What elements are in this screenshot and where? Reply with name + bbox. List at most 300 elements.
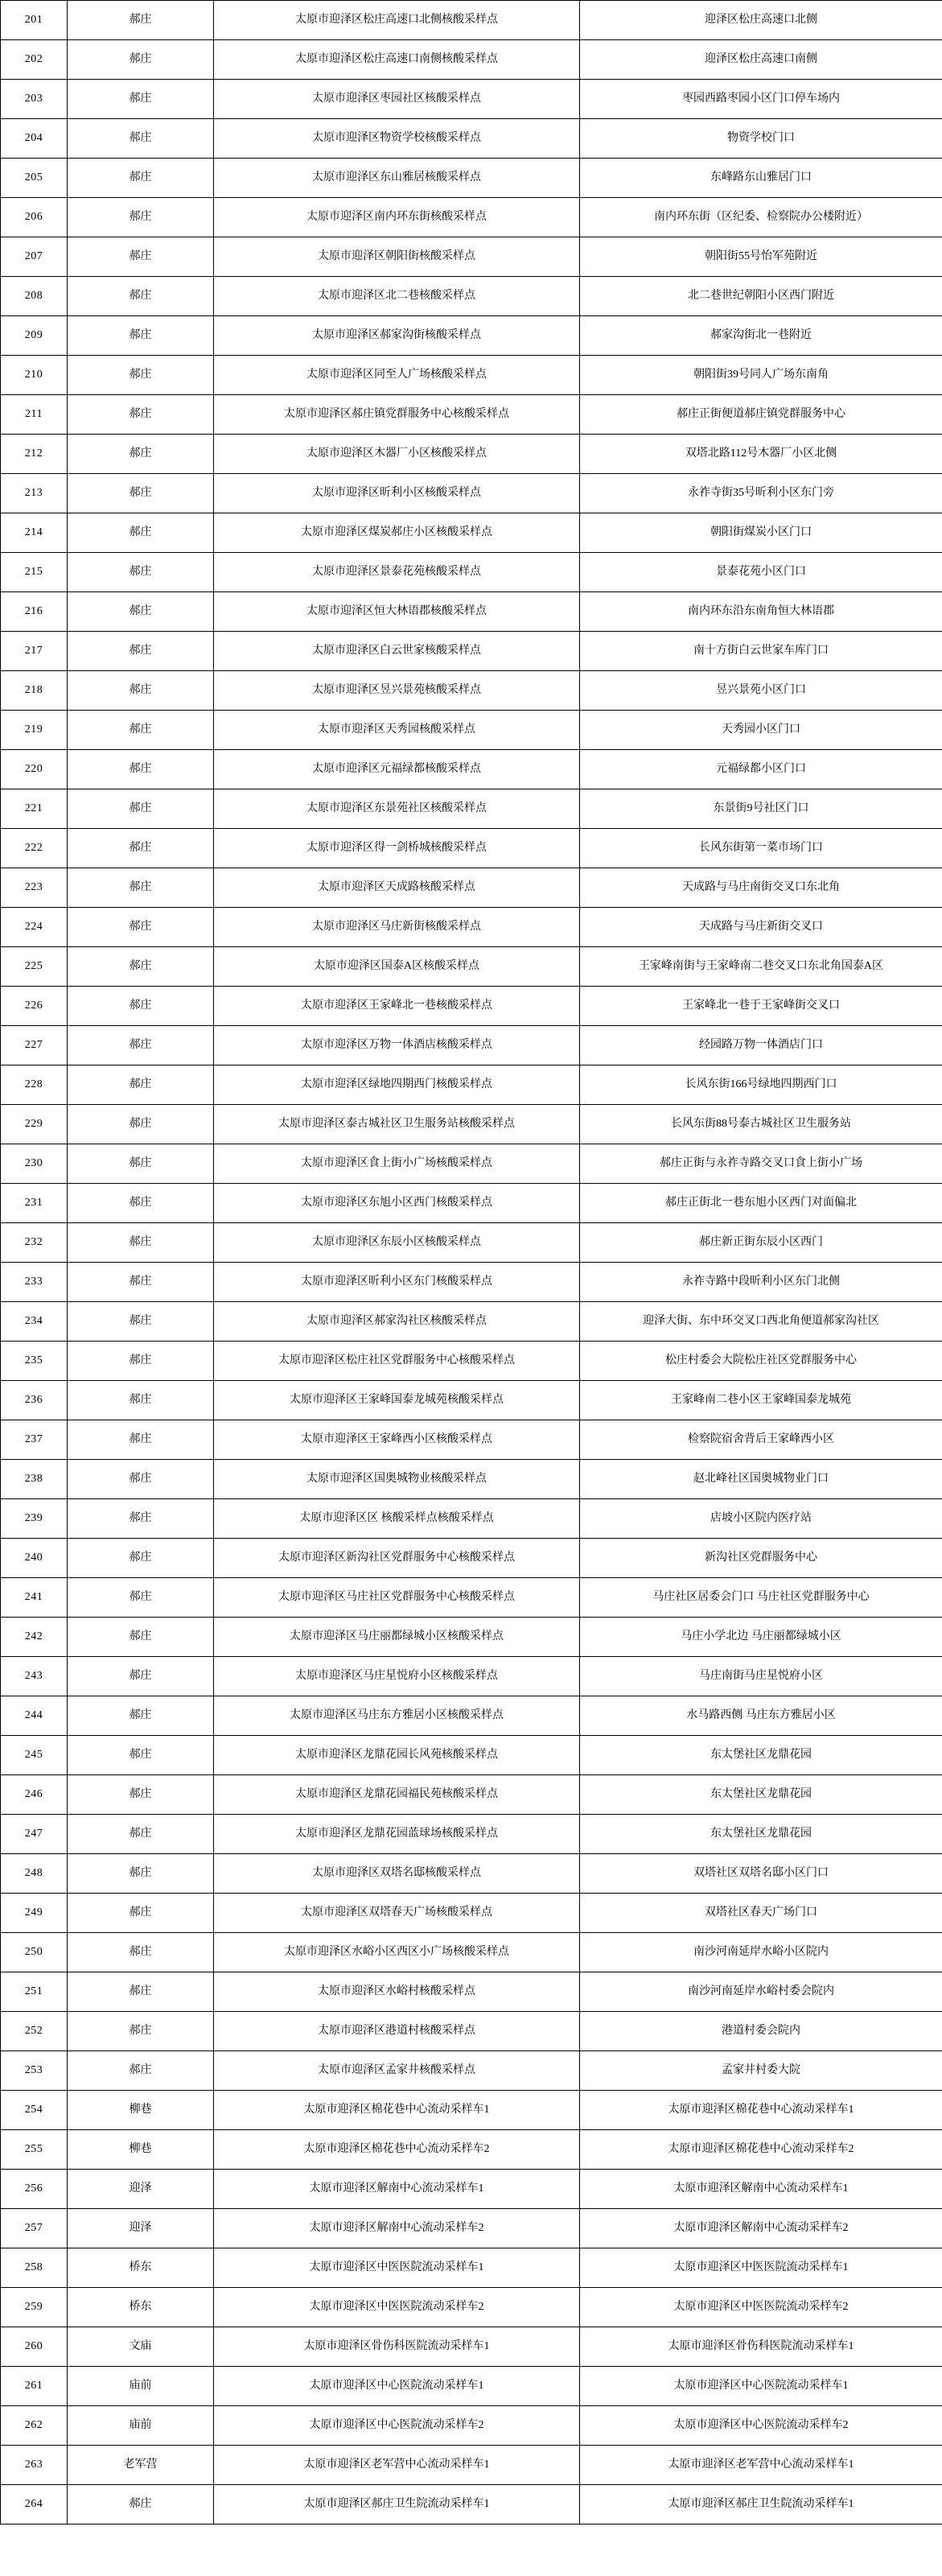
table-row xyxy=(1,632,942,671)
table-row xyxy=(1,908,942,947)
site-name-cell: 太原市迎泽区煤炭郝庄小区核酸采样点 xyxy=(214,513,580,553)
site-name-cell: 太原市迎泽区天成路核酸采样点 xyxy=(214,868,580,908)
address-cell: 长风东街第一菜市场门口 xyxy=(580,829,942,868)
row-index-cell: 232 xyxy=(1,1223,68,1263)
row-index-cell: 251 xyxy=(1,1972,68,2012)
row-index-cell: 237 xyxy=(1,1420,68,1460)
table-row xyxy=(1,750,942,789)
site-name-cell: 太原市迎泽区马庄丽都绿城小区核酸采样点 xyxy=(214,1618,580,1657)
table-row xyxy=(1,2091,942,2130)
row-index-cell: 250 xyxy=(1,1933,68,1972)
site-name-cell: 太原市迎泽区同至人广场核酸采样点 xyxy=(214,356,580,395)
site-name-cell: 太原市迎泽区万物一体酒店核酸采样点 xyxy=(214,1026,580,1065)
area-cell: 郝庄 xyxy=(68,789,214,829)
site-name-cell: 太原市迎泽区中医医院流动采样车1 xyxy=(214,2248,580,2288)
table-row xyxy=(1,1539,942,1578)
table-row xyxy=(1,2367,942,2406)
site-name-cell: 太原市迎泽区元福绿都核酸采样点 xyxy=(214,750,580,789)
site-name-cell: 太原市迎泽区解南中心流动采样车1 xyxy=(214,2170,580,2209)
site-name-cell: 太原市迎泽区龙鼎花园福民苑核酸采样点 xyxy=(214,1775,580,1815)
table-row xyxy=(1,2485,942,2524)
table-row xyxy=(1,277,942,316)
area-cell: 郝庄 xyxy=(68,711,214,750)
address-cell: 店坡小区院内医疗站 xyxy=(580,1499,942,1539)
row-index-cell: 255 xyxy=(1,2130,68,2170)
row-index-cell: 206 xyxy=(1,198,68,237)
address-cell: 检察院宿舍背后王家峰西小区 xyxy=(580,1420,942,1460)
table-row xyxy=(1,987,942,1026)
area-cell: 郝庄 xyxy=(68,1894,214,1933)
row-index-cell: 215 xyxy=(1,553,68,592)
site-name-cell: 太原市迎泽区双塔名邸核酸采样点 xyxy=(214,1854,580,1894)
row-index-cell: 258 xyxy=(1,2248,68,2288)
area-cell: 郝庄 xyxy=(68,750,214,789)
table-row xyxy=(1,1815,942,1854)
site-name-cell: 太原市迎泽区郝家沟社区核酸采样点 xyxy=(214,1302,580,1342)
row-index-cell: 243 xyxy=(1,1657,68,1696)
row-index-cell: 260 xyxy=(1,2327,68,2367)
site-name-cell: 太原市迎泽区松庄社区党群服务中心核酸采样点 xyxy=(214,1342,580,1381)
area-cell: 郝庄 xyxy=(68,1263,214,1302)
site-name-cell: 太原市迎泽区龙鼎花园长风苑核酸采样点 xyxy=(214,1736,580,1775)
address-cell: 朝阳街39号同人广场东南角 xyxy=(580,356,942,395)
site-name-cell: 太原市迎泽区港道村核酸采样点 xyxy=(214,2012,580,2051)
address-cell: 郝庄正街与永祚寺路交叉口食上街小广场 xyxy=(580,1144,942,1184)
site-name-cell: 太原市迎泽区马庄东方雅居小区核酸采样点 xyxy=(214,1696,580,1736)
table-row xyxy=(1,474,942,513)
site-name-cell: 太原市迎泽区骨伤科医院流动采样车1 xyxy=(214,2327,580,2367)
address-cell: 东太堡社区龙鼎花园 xyxy=(580,1815,942,1854)
table-row xyxy=(1,592,942,632)
area-cell: 郝庄 xyxy=(68,1381,214,1420)
area-cell: 郝庄 xyxy=(68,119,214,159)
table-row xyxy=(1,2130,942,2170)
address-cell: 孟家井村委大院 xyxy=(580,2051,942,2091)
row-index-cell: 219 xyxy=(1,711,68,750)
row-index-cell: 240 xyxy=(1,1539,68,1578)
table-row xyxy=(1,2406,942,2446)
area-cell: 郝庄 xyxy=(68,829,214,868)
site-name-cell: 太原市迎泽区孟家井核酸采样点 xyxy=(214,2051,580,2091)
site-name-cell: 太原市迎泽区王家峰西小区核酸采样点 xyxy=(214,1420,580,1460)
row-index-cell: 263 xyxy=(1,2446,68,2485)
address-cell: 永祚寺街35号昕利小区东门旁 xyxy=(580,474,942,513)
area-cell: 郝庄 xyxy=(68,1184,214,1223)
row-index-cell: 203 xyxy=(1,80,68,119)
address-cell: 太原市迎泽区解南中心流动采样车2 xyxy=(580,2209,942,2248)
area-cell: 郝庄 xyxy=(68,868,214,908)
table-row xyxy=(1,1854,942,1894)
site-name-cell: 太原市迎泽区棉花巷中心流动采样车1 xyxy=(214,2091,580,2130)
address-cell: 王家峰南街与王家峰南二巷交叉口东北角国泰A区 xyxy=(580,947,942,987)
row-index-cell: 228 xyxy=(1,1065,68,1105)
area-cell: 迎泽 xyxy=(68,2209,214,2248)
table-row xyxy=(1,1026,942,1065)
row-index-cell: 225 xyxy=(1,947,68,987)
address-cell: 长风东街88号泰古城社区卫生服务站 xyxy=(580,1105,942,1144)
row-index-cell: 244 xyxy=(1,1696,68,1736)
table-row xyxy=(1,1105,942,1144)
address-cell: 经园路万物一体酒店门口 xyxy=(580,1026,942,1065)
site-name-cell: 太原市迎泽区郝庄镇党群服务中心核酸采样点 xyxy=(214,395,580,435)
row-index-cell: 214 xyxy=(1,513,68,553)
row-index-cell: 227 xyxy=(1,1026,68,1065)
area-cell: 郝庄 xyxy=(68,1775,214,1815)
site-name-cell: 太原市迎泽区中医医院流动采样车2 xyxy=(214,2288,580,2327)
area-cell: 郝庄 xyxy=(68,198,214,237)
address-cell: 太原市迎泽区中心医院流动采样车2 xyxy=(580,2406,942,2446)
area-cell: 郝庄 xyxy=(68,1420,214,1460)
site-name-cell: 太原市迎泽区南内环东街核酸采样点 xyxy=(214,198,580,237)
site-name-cell: 太原市迎泽区郝庄卫生院流动采样车1 xyxy=(214,2485,580,2524)
address-cell: 东景街9号社区门口 xyxy=(580,789,942,829)
site-name-cell: 太原市迎泽区泰古城社区卫生服务站核酸采样点 xyxy=(214,1105,580,1144)
table-row xyxy=(1,1223,942,1263)
address-cell: 太原市迎泽区中医医院流动采样车2 xyxy=(580,2288,942,2327)
address-cell: 长风东街166号绿地四期西门口 xyxy=(580,1065,942,1105)
table-row xyxy=(1,1184,942,1223)
site-name-cell: 太原市迎泽区龙鼎花园蓝球场核酸采样点 xyxy=(214,1815,580,1854)
site-name-cell: 太原市迎泽区新沟社区党群服务中心核酸采样点 xyxy=(214,1539,580,1578)
area-cell: 郝庄 xyxy=(68,592,214,632)
site-name-cell: 太原市迎泽区昕利小区核酸采样点 xyxy=(214,474,580,513)
address-cell: 迎泽区松庄高速口北侧 xyxy=(580,1,942,40)
table-row xyxy=(1,1894,942,1933)
table-row xyxy=(1,1736,942,1775)
site-name-cell: 太原市迎泽区马庄社区党群服务中心核酸采样点 xyxy=(214,1578,580,1618)
site-name-cell: 太原市迎泽区天秀园核酸采样点 xyxy=(214,711,580,750)
row-index-cell: 231 xyxy=(1,1184,68,1223)
address-cell: 郝庄正街便道郝庄镇党群服务中心 xyxy=(580,395,942,435)
area-cell: 郝庄 xyxy=(68,356,214,395)
table-row xyxy=(1,1,942,40)
row-index-cell: 205 xyxy=(1,159,68,198)
table-row xyxy=(1,435,942,474)
address-cell: 太原市迎泽区解南中心流动采样车1 xyxy=(580,2170,942,2209)
site-name-cell: 太原市迎泽区东辰小区核酸采样点 xyxy=(214,1223,580,1263)
area-cell: 郝庄 xyxy=(68,513,214,553)
address-cell: 南内环东沿东南角恒大林语郡 xyxy=(580,592,942,632)
table-row xyxy=(1,159,942,198)
area-cell: 迎泽 xyxy=(68,2170,214,2209)
row-index-cell: 252 xyxy=(1,2012,68,2051)
site-name-cell: 太原市迎泽区景泰花苑核酸采样点 xyxy=(214,553,580,592)
table-row xyxy=(1,1420,942,1460)
row-index-cell: 220 xyxy=(1,750,68,789)
site-name-cell: 太原市迎泽区枣园社区核酸采样点 xyxy=(214,80,580,119)
row-index-cell: 257 xyxy=(1,2209,68,2248)
table-row xyxy=(1,789,942,829)
area-cell: 郝庄 xyxy=(68,1144,214,1184)
site-name-cell: 太原市迎泽区物资学校核酸采样点 xyxy=(214,119,580,159)
row-index-cell: 213 xyxy=(1,474,68,513)
table-row xyxy=(1,1499,942,1539)
address-cell: 太原市迎泽区骨伤科医院流动采样车1 xyxy=(580,2327,942,2367)
area-cell: 郝庄 xyxy=(68,1933,214,1972)
address-cell: 北二巷世纪朝阳小区西门附近 xyxy=(580,277,942,316)
area-cell: 郝庄 xyxy=(68,1065,214,1105)
table-row xyxy=(1,316,942,356)
area-cell: 郝庄 xyxy=(68,632,214,671)
row-index-cell: 235 xyxy=(1,1342,68,1381)
address-cell: 迎泽大街、东中环交叉口西北角便道郝家沟社区 xyxy=(580,1302,942,1342)
address-cell: 东峰路东山雅居门口 xyxy=(580,159,942,198)
site-name-cell: 太原市迎泽区棉花巷中心流动采样车2 xyxy=(214,2130,580,2170)
area-cell: 郝庄 xyxy=(68,435,214,474)
area-cell: 郝庄 xyxy=(68,671,214,711)
site-name-cell: 太原市迎泽区昕利小区东门核酸采样点 xyxy=(214,1263,580,1302)
area-cell: 老军营 xyxy=(68,2446,214,2485)
table-row xyxy=(1,671,942,711)
row-index-cell: 259 xyxy=(1,2288,68,2327)
site-name-cell: 太原市迎泽区食上街小广场核酸采样点 xyxy=(214,1144,580,1184)
row-index-cell: 224 xyxy=(1,908,68,947)
area-cell: 文庙 xyxy=(68,2327,214,2367)
table-row xyxy=(1,40,942,80)
row-index-cell: 249 xyxy=(1,1894,68,1933)
area-cell: 庙前 xyxy=(68,2406,214,2446)
table-row xyxy=(1,1065,942,1105)
row-index-cell: 256 xyxy=(1,2170,68,2209)
site-name-cell: 太原市迎泽区国奥城物业核酸采样点 xyxy=(214,1460,580,1499)
sampling-table-body xyxy=(1,1,942,2524)
row-index-cell: 234 xyxy=(1,1302,68,1342)
area-cell: 郝庄 xyxy=(68,159,214,198)
area-cell: 郝庄 xyxy=(68,1499,214,1539)
table-row xyxy=(1,1263,942,1302)
area-cell: 郝庄 xyxy=(68,40,214,80)
area-cell: 郝庄 xyxy=(68,553,214,592)
area-cell: 郝庄 xyxy=(68,1815,214,1854)
area-cell: 郝庄 xyxy=(68,2485,214,2524)
site-name-cell: 太原市迎泽区区 核酸采样点核酸采样点 xyxy=(214,1499,580,1539)
table-row xyxy=(1,1696,942,1736)
area-cell: 郝庄 xyxy=(68,987,214,1026)
area-cell: 郝庄 xyxy=(68,474,214,513)
row-index-cell: 226 xyxy=(1,987,68,1026)
address-cell: 南内环东街（区纪委、检察院办公楼附近） xyxy=(580,198,942,237)
row-index-cell: 207 xyxy=(1,237,68,277)
address-cell: 太原市迎泽区棉花巷中心流动采样车1 xyxy=(580,2091,942,2130)
address-cell: 马庄南街马庄星悦府小区 xyxy=(580,1657,942,1696)
area-cell: 郝庄 xyxy=(68,277,214,316)
row-index-cell: 245 xyxy=(1,1736,68,1775)
table-row xyxy=(1,2170,942,2209)
site-name-cell: 太原市迎泽区松庄高速口北侧核酸采样点 xyxy=(214,1,580,40)
site-name-cell: 太原市迎泽区中心医院流动采样车2 xyxy=(214,2406,580,2446)
address-cell: 南沙河南延岸水峪小区院内 xyxy=(580,1933,942,1972)
table-row xyxy=(1,2446,942,2485)
area-cell: 郝庄 xyxy=(68,1302,214,1342)
row-index-cell: 217 xyxy=(1,632,68,671)
table-row xyxy=(1,356,942,395)
row-index-cell: 239 xyxy=(1,1499,68,1539)
area-cell: 郝庄 xyxy=(68,2012,214,2051)
table-row xyxy=(1,1302,942,1342)
address-cell: 郝庄新正街东辰小区西门 xyxy=(580,1223,942,1263)
address-cell: 郝庄正街北一巷东旭小区西门对面偏北 xyxy=(580,1184,942,1223)
row-index-cell: 211 xyxy=(1,395,68,435)
site-name-cell: 太原市迎泽区东旭小区西门核酸采样点 xyxy=(214,1184,580,1223)
address-cell: 昱兴景苑小区门口 xyxy=(580,671,942,711)
row-index-cell: 253 xyxy=(1,2051,68,2091)
area-cell: 郝庄 xyxy=(68,947,214,987)
address-cell: 松庄村委会大院松庄社区党群服务中心 xyxy=(580,1342,942,1381)
row-index-cell: 261 xyxy=(1,2367,68,2406)
table-row xyxy=(1,1657,942,1696)
site-name-cell: 太原市迎泽区北二巷核酸采样点 xyxy=(214,277,580,316)
address-cell: 郝家沟街北一巷附近 xyxy=(580,316,942,356)
row-index-cell: 262 xyxy=(1,2406,68,2446)
address-cell: 南十方街白云世家车库门口 xyxy=(580,632,942,671)
site-name-cell: 太原市迎泽区东山雅居核酸采样点 xyxy=(214,159,580,198)
row-index-cell: 202 xyxy=(1,40,68,80)
address-cell: 太原市迎泽区郝庄卫生院流动采样车1 xyxy=(580,2485,942,2524)
site-name-cell: 太原市迎泽区朝阳街核酸采样点 xyxy=(214,237,580,277)
area-cell: 郝庄 xyxy=(68,80,214,119)
address-cell: 朝阳街煤炭小区门口 xyxy=(580,513,942,553)
table-row xyxy=(1,513,942,553)
area-cell: 郝庄 xyxy=(68,237,214,277)
area-cell: 郝庄 xyxy=(68,395,214,435)
row-index-cell: 246 xyxy=(1,1775,68,1815)
table-row xyxy=(1,2051,942,2091)
table-row xyxy=(1,2288,942,2327)
area-cell: 柳巷 xyxy=(68,2130,214,2170)
address-cell: 太原市迎泽区中心医院流动采样车1 xyxy=(580,2367,942,2406)
table-row xyxy=(1,198,942,237)
row-index-cell: 212 xyxy=(1,435,68,474)
row-index-cell: 241 xyxy=(1,1578,68,1618)
row-index-cell: 222 xyxy=(1,829,68,868)
area-cell: 桥东 xyxy=(68,2248,214,2288)
row-index-cell: 236 xyxy=(1,1381,68,1420)
area-cell: 郝庄 xyxy=(68,1578,214,1618)
area-cell: 郝庄 xyxy=(68,316,214,356)
area-cell: 郝庄 xyxy=(68,1854,214,1894)
table-row xyxy=(1,2327,942,2367)
address-cell: 永祚寺路中段昕利小区东门北侧 xyxy=(580,1263,942,1302)
row-index-cell: 242 xyxy=(1,1618,68,1657)
address-cell: 景泰花苑小区门口 xyxy=(580,553,942,592)
table-row xyxy=(1,1933,942,1972)
table-row xyxy=(1,395,942,435)
table-row xyxy=(1,80,942,119)
table-row xyxy=(1,119,942,159)
site-name-cell: 太原市迎泽区王家峰国泰龙城苑核酸采样点 xyxy=(214,1381,580,1420)
table-row xyxy=(1,2209,942,2248)
site-name-cell: 太原市迎泽区绿地四期西门核酸采样点 xyxy=(214,1065,580,1105)
site-name-cell: 太原市迎泽区郝家沟街核酸采样点 xyxy=(214,316,580,356)
address-cell: 东太堡社区龙鼎花园 xyxy=(580,1775,942,1815)
table-row xyxy=(1,1775,942,1815)
table-row xyxy=(1,1381,942,1420)
area-cell: 郝庄 xyxy=(68,1539,214,1578)
table-row xyxy=(1,1618,942,1657)
row-index-cell: 221 xyxy=(1,789,68,829)
area-cell: 郝庄 xyxy=(68,908,214,947)
address-cell: 王家峰南二巷小区王家峰国泰龙城苑 xyxy=(580,1381,942,1420)
address-cell: 王家峰北一巷于王家峰街交叉口 xyxy=(580,987,942,1026)
site-name-cell: 太原市迎泽区马庄新街核酸采样点 xyxy=(214,908,580,947)
area-cell: 郝庄 xyxy=(68,1460,214,1499)
table-row xyxy=(1,947,942,987)
area-cell: 郝庄 xyxy=(68,1696,214,1736)
row-index-cell: 264 xyxy=(1,2485,68,2524)
table-row xyxy=(1,237,942,277)
area-cell: 郝庄 xyxy=(68,1026,214,1065)
row-index-cell: 229 xyxy=(1,1105,68,1144)
row-index-cell: 209 xyxy=(1,316,68,356)
address-cell: 南沙河南延岸水峪村委会院内 xyxy=(580,1972,942,2012)
area-cell: 庙前 xyxy=(68,2367,214,2406)
table-row xyxy=(1,1460,942,1499)
address-cell: 东太堡社区龙鼎花园 xyxy=(580,1736,942,1775)
row-index-cell: 233 xyxy=(1,1263,68,1302)
row-index-cell: 223 xyxy=(1,868,68,908)
area-cell: 郝庄 xyxy=(68,1657,214,1696)
table-row xyxy=(1,1144,942,1184)
row-index-cell: 247 xyxy=(1,1815,68,1854)
address-cell: 马庄社区居委会门口 马庄社区党群服务中心 xyxy=(580,1578,942,1618)
address-cell: 港道村委会院内 xyxy=(580,2012,942,2051)
row-index-cell: 238 xyxy=(1,1460,68,1499)
site-name-cell: 太原市迎泽区水峪村核酸采样点 xyxy=(214,1972,580,2012)
site-name-cell: 太原市迎泽区得一剑桥城核酸采样点 xyxy=(214,829,580,868)
table-row xyxy=(1,2012,942,2051)
site-name-cell: 太原市迎泽区马庄星悦府小区核酸采样点 xyxy=(214,1657,580,1696)
site-name-cell: 太原市迎泽区昱兴景苑核酸采样点 xyxy=(214,671,580,711)
address-cell: 水马路西侧 马庄东方雅居小区 xyxy=(580,1696,942,1736)
site-name-cell: 太原市迎泽区恒大林语郡核酸采样点 xyxy=(214,592,580,632)
site-name-cell: 太原市迎泽区国泰A区核酸采样点 xyxy=(214,947,580,987)
table-row xyxy=(1,553,942,592)
address-cell: 双塔社区双塔名邸小区门口 xyxy=(580,1854,942,1894)
area-cell: 柳巷 xyxy=(68,2091,214,2130)
area-cell: 郝庄 xyxy=(68,1342,214,1381)
area-cell: 郝庄 xyxy=(68,1105,214,1144)
row-index-cell: 210 xyxy=(1,356,68,395)
row-index-cell: 230 xyxy=(1,1144,68,1184)
table-row xyxy=(1,2248,942,2288)
site-name-cell: 太原市迎泽区水峪小区西区小广场核酸采样点 xyxy=(214,1933,580,1972)
row-index-cell: 254 xyxy=(1,2091,68,2130)
address-cell: 迎泽区松庄高速口南侧 xyxy=(580,40,942,80)
address-cell: 太原市迎泽区棉花巷中心流动采样车2 xyxy=(580,2130,942,2170)
site-name-cell: 太原市迎泽区王家峰北一巷核酸采样点 xyxy=(214,987,580,1026)
address-cell: 双塔北路112号木器厂小区北侧 xyxy=(580,435,942,474)
address-cell: 天成路与马庄南街交叉口东北角 xyxy=(580,868,942,908)
site-name-cell: 太原市迎泽区松庄高速口南侧核酸采样点 xyxy=(214,40,580,80)
area-cell: 郝庄 xyxy=(68,1618,214,1657)
address-cell: 枣园西路枣园小区门口停车场内 xyxy=(580,80,942,119)
row-index-cell: 208 xyxy=(1,277,68,316)
site-name-cell: 太原市迎泽区老军营中心流动采样车1 xyxy=(214,2446,580,2485)
address-cell: 朝阳街55号怡军苑附近 xyxy=(580,237,942,277)
site-name-cell: 太原市迎泽区双塔春天广场核酸采样点 xyxy=(214,1894,580,1933)
address-cell: 天秀园小区门口 xyxy=(580,711,942,750)
site-name-cell: 太原市迎泽区中心医院流动采样车1 xyxy=(214,2367,580,2406)
address-cell: 双塔社区春天广场门口 xyxy=(580,1894,942,1933)
site-name-cell: 太原市迎泽区解南中心流动采样车2 xyxy=(214,2209,580,2248)
address-cell: 太原市迎泽区老军营中心流动采样车1 xyxy=(580,2446,942,2485)
area-cell: 郝庄 xyxy=(68,1972,214,2012)
site-name-cell: 太原市迎泽区东景苑社区核酸采样点 xyxy=(214,789,580,829)
area-cell: 郝庄 xyxy=(68,1,214,40)
area-cell: 郝庄 xyxy=(68,1736,214,1775)
row-index-cell: 218 xyxy=(1,671,68,711)
table-row xyxy=(1,1578,942,1618)
